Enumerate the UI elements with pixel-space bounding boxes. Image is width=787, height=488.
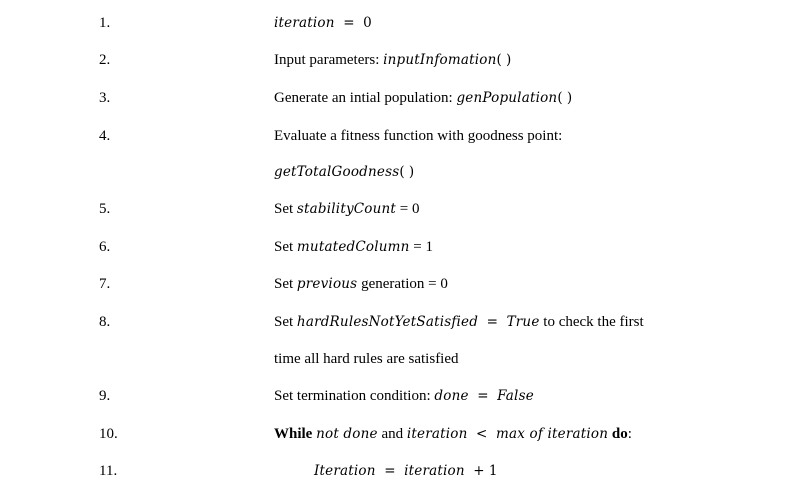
line-text xyxy=(274,423,632,445)
math-operator: = xyxy=(375,463,405,479)
math-variable: iteration xyxy=(404,463,465,479)
math-variable: True xyxy=(506,314,540,330)
line-number: 2. xyxy=(99,52,111,68)
math-variable: Iteration xyxy=(314,463,376,479)
math-variable: getTotalGoodness xyxy=(274,164,400,180)
text-run: = 0 xyxy=(396,201,420,217)
math-variable: max of iteration xyxy=(495,426,609,442)
line-number: 4. xyxy=(99,128,111,144)
math-operator: = xyxy=(468,388,498,404)
line-number: 3. xyxy=(99,90,111,106)
math-variable: done xyxy=(434,388,469,404)
line-text xyxy=(274,236,433,258)
math-variable: previous xyxy=(296,276,358,292)
text-run: time all hard rules are satisfied xyxy=(274,351,459,367)
line-number: 8. xyxy=(99,314,111,330)
line-text xyxy=(274,49,511,71)
line-text xyxy=(274,161,414,183)
line-number: 6. xyxy=(99,239,111,255)
line-text xyxy=(274,198,420,220)
math-variable: not done xyxy=(316,426,378,442)
math-variable: genPopulation xyxy=(456,90,558,106)
keyword: While xyxy=(274,426,313,442)
math-operator: = xyxy=(334,15,364,31)
math-variable: False xyxy=(497,388,534,404)
math-variable: hardRulesNotYetSatisfied xyxy=(296,314,479,330)
math-variable: stabilityCount xyxy=(296,201,397,217)
line-text xyxy=(274,348,459,370)
algorithm-line xyxy=(0,12,787,34)
text-run: = 1 xyxy=(409,239,433,255)
line-number: 11. xyxy=(99,463,118,479)
line-number: 5. xyxy=(99,201,111,217)
text-run: Evaluate a fitness function with goodness point: xyxy=(274,128,563,144)
text-run: Generate an intial population: xyxy=(274,90,457,106)
text-run: Set xyxy=(274,314,297,330)
math-variable: mutatedColumn xyxy=(296,239,410,255)
algorithm-line xyxy=(0,423,787,445)
math-operator: ( ) xyxy=(557,90,573,106)
line-number: 7. xyxy=(99,276,111,292)
math-operator: = xyxy=(478,314,507,330)
line-text xyxy=(314,460,498,482)
math-operator: < xyxy=(467,426,496,442)
text-run: Set xyxy=(274,276,297,292)
algorithm-line xyxy=(0,385,787,407)
algorithm-line xyxy=(0,236,787,258)
line-text xyxy=(274,311,644,333)
algorithm-line xyxy=(0,87,787,109)
algorithm-line xyxy=(0,49,787,71)
algorithm-line xyxy=(0,198,787,220)
line-number: 9. xyxy=(99,388,111,404)
algorithm-line xyxy=(0,273,787,295)
math-operator: ( ) xyxy=(399,164,415,180)
text-run: generation = 0 xyxy=(357,276,448,292)
math-variable: inputInfomation xyxy=(383,52,497,68)
math-variable: iteration xyxy=(274,15,335,31)
line-text xyxy=(274,273,448,295)
text-run: Set termination condition: xyxy=(274,388,435,404)
algorithm-line xyxy=(0,348,787,370)
algorithm-line xyxy=(0,161,787,183)
algorithm-line xyxy=(0,311,787,333)
math-operator: + 1 xyxy=(464,463,498,479)
line-text xyxy=(274,125,562,147)
line-number: 1. xyxy=(99,15,111,31)
text-run: Set xyxy=(274,239,297,255)
algorithm-line xyxy=(0,460,787,482)
line-text xyxy=(274,385,534,407)
text-run: Input parameters: xyxy=(274,52,384,68)
text-run: : xyxy=(627,426,632,442)
math-operator: ( ) xyxy=(496,52,512,68)
keyword: do xyxy=(611,426,628,442)
text-run: to check the first xyxy=(539,314,644,330)
text-run: and xyxy=(377,426,407,442)
algorithm-line xyxy=(0,125,787,147)
line-text xyxy=(274,12,372,34)
text-run: Set xyxy=(274,201,297,217)
line-text xyxy=(274,87,572,109)
math-operator: 0 xyxy=(363,15,372,31)
math-variable: iteration xyxy=(406,426,468,442)
line-number: 10. xyxy=(99,426,118,442)
